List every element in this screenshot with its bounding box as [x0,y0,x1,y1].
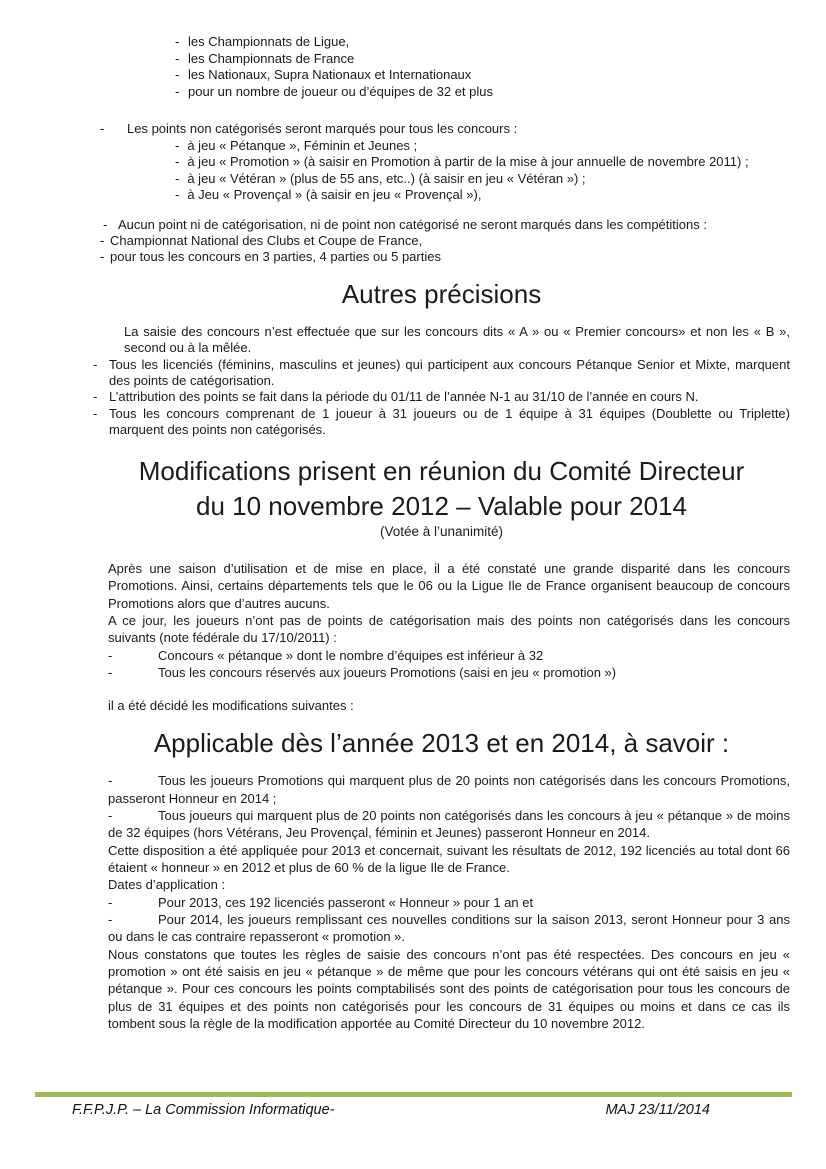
section-title-autres-precisions: Autres précisions [341,279,542,310]
decision-line: il a été décidé les modifications suivantes : [108,698,354,714]
list-item [110,187,790,204]
bullet-dash: - [108,912,113,928]
list-item-text: à jeu « Pétanque », Féminin et Jeunes ; [187,137,418,153]
list-item-text: les Championnats de Ligue, [188,34,350,49]
list-item-text: Tous les concours comprenant de 1 joueur à 31 joueurs ou de 1 équipe à 31 équipes (Doublette ou Triplette) marquent des points non catégorisés. [109,405,790,437]
paragraph: Nous constatons que toutes les règles de saisie des concours n’ont pas été respectées. Des concours en jeu « promotion » ont été saisis en jeu « pétanque » de même que pour les concours vétérans qui ont été saisis en jeu « pétanque ». Pour ces concours les points comptabilisés sont des points de catégorisation pour tous les concours de plus de 31 équipes et des points non catégorisés pour les concours de 31 équipes ou moins et dans ce cas ils tombent sous la règle de la modification apportée au Comité Directeur du 10 novembre 2012. [108,946,790,1032]
list-item-text: Tous les joueurs Promotions qui marquent plus de 20 points non catégorisés dans les concours Promotions, passeront Honneur en 2014 ; [108,773,790,806]
bullet-dash: - [93,389,98,405]
list-item [108,807,790,842]
list-item-text: pour un nombre de joueur ou d’équipes de 32 et plus [188,83,493,99]
list-item-text: Pour 2013, ces 192 licenciés passeront « Honneur » pour 1 an et [158,894,534,910]
list-item [110,154,790,171]
list-item-text: à jeu « Vétéran » (plus de 55 ans, etc..) (à saisir en jeu « Vétéran ») ; [187,170,586,186]
bullet-dash: - [103,216,108,232]
document-content [93,0,790,1032]
bullet-dash: - [108,894,113,910]
exclusions-intro-text: Aucun point ni de catégorisation, ni de point non catégorisé ne seront marqués dans les compétitions : [118,216,707,232]
footer-right-text: MAJ 23/11/2014 [605,1102,710,1118]
bullet-dash: - [93,356,98,372]
paragraph: Après une saison d’utilisation et de mise en place, il a été constaté une grande disparité dans les concours Promotions. Ainsi, certains départements tels que le 06 ou la Ligue Ile de France organisent beaucoup de concours Promotions alors que d’autres aucuns. [108,561,790,611]
points-sub-list [93,138,790,204]
list-item [110,171,790,188]
list-item [93,406,790,439]
applicable-body [108,772,790,1032]
exclusions-intro [103,217,790,233]
list-item [93,389,790,405]
modifications-subtitle: (Votée à l’unanimité) [379,524,504,540]
list-item [108,664,790,681]
bullet-dash: - [175,137,180,153]
modifications-title-line2: du 10 novembre 2012 – Valable pour 2014 [195,491,687,522]
paragraph: Cette disposition a été appliquée pour 2013 et concernait, suivant les résultats de 2012, 192 licenciés au total dont 66 étaient « honneur » en 2012 et plus de 60 % de la ligue Ile de France. [108,842,790,875]
list-item-text: Tous les licenciés (féminins, masculins et jeunes) qui participent aux concours Pétanque Senior et Mixte, marquent des points de catégorisation. [109,356,790,388]
modifications-body [108,560,790,681]
list-item [100,249,790,265]
section-title-modifications [93,454,790,524]
bullet-dash: - [175,83,180,99]
list-item [108,772,790,807]
footer-rule [35,1092,792,1097]
list-item-text: Tous les concours réservés aux joueurs Promotions (saisi en jeu « promotion ») [158,664,617,680]
list-item [100,233,790,249]
section-title-applicable: Applicable dès l’année 2013 et en 2014, à savoir : [153,728,730,759]
bullet-dash: - [175,187,180,202]
bullet-dash: - [100,248,105,264]
points-bullet [100,121,790,138]
bullet-dash: - [175,154,180,169]
bullet-dash: - [175,67,180,82]
bullet-dash: - [108,664,113,680]
list-item [175,84,790,101]
list-item-text: Pour 2014, les joueurs remplissant ces nouvelles conditions sur la saison 2013, seront Honneur pour 3 ans ou dans le cas contraire repasseront « promotion ». [108,912,790,945]
bullet-dash: - [108,647,113,663]
bullet-dash: - [100,121,105,136]
list-item [175,51,790,68]
points-bullet-text: Les points non catégorisés seront marqués pour tous les concours : [127,121,518,136]
bullet-dash: - [100,232,105,248]
footer-left-text: F.F.P.J.P. – La Commission Informatique- [72,1102,335,1118]
bullet-dash: - [93,405,98,421]
list-item-text: Championnat National des Clubs et Coupe de France, [110,232,423,248]
bullet-dash: - [175,170,180,186]
list-item-text: Concours « pétanque » dont le nombre d’équipes est inférieur à 32 [158,647,544,663]
bullet-dash: - [175,50,180,66]
dates-label: Dates d’application : [108,877,226,893]
saisie-paragraph: La saisie des concours n’est effectuée que sur les concours dits « A » ou « Premier concours» et non les « B », second ou à la mêlée. [124,324,790,356]
list-item-text: Tous joueurs qui marquent plus de 20 points non catégorisés dans les concours à jeu « pétanque » de moins de 32 équipes (hors Vétérans, Jeu Provençal, féminin et Jeunes) passeront Honneur en 2014. [108,807,790,841]
list-item [108,894,790,911]
modifications-title-line1: Modifications prisent en réunion du Comité Directeur [138,456,745,487]
championship-list [175,34,790,100]
list-item [108,911,790,946]
paragraph: A ce jour, les joueurs n’ont pas de points de catégorisation mais des points non catégorisés dans les concours suivants (note fédérale du 17/10/2011) : [108,613,790,646]
bullet-dash: - [108,807,113,823]
list-item-text: à jeu « Promotion » (à saisir en Promotion à partir de la mise à jour annuelle de novembre 2011) ; [187,154,749,169]
list-item [108,647,790,664]
list-item [93,357,790,390]
list-item-text: les Nationaux, Supra Nationaux et Internationaux [188,67,472,82]
list-item-text: les Championnats de France [188,50,355,66]
footer [35,1101,792,1119]
precisions-bullet-list [93,357,790,438]
list-item [175,34,790,51]
list-item-text: à Jeu « Provençal » (à saisir en jeu « Provençal »), [187,187,482,202]
exclusions-section [93,217,790,266]
list-item [175,67,790,84]
list-item-text: L’attribution des points se fait dans la période du 01/11 de l’année N-1 au 31/10 de l’année en cours N. [109,389,699,405]
list-item-text: pour tous les concours en 3 parties, 4 parties ou 5 parties [110,248,441,264]
list-item [110,138,790,155]
bullet-dash: - [175,34,180,49]
bullet-dash: - [108,773,113,789]
